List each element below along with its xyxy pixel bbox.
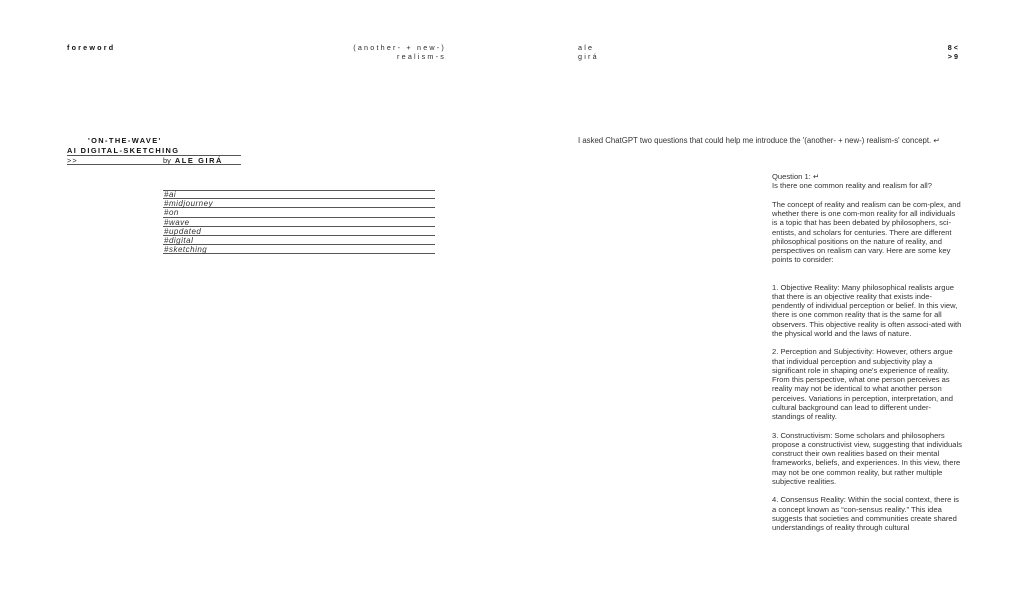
byline-prefix: by (163, 155, 171, 165)
hashtag-item: #on (163, 208, 435, 217)
hashtag-item: #sketching (163, 245, 435, 254)
divider (67, 164, 241, 165)
book-title-line2: realism-s (397, 52, 446, 61)
block-subtitle: AI DIGITAL-SKETCHING (67, 146, 180, 155)
author-line1: ale (578, 43, 595, 52)
hashtag-item: #digital (163, 236, 435, 245)
author-name (578, 43, 599, 61)
question-label: Question 1: ↵ (772, 172, 820, 181)
answer-point: 2. Perception and Subjectivity: However, others argue that individual perception and subjectivity play a significant role in shaping one's experience of reality. From this perspective, what one person perceives as reality may not be identical to what another person perceives. Variations in perception, interpretation, and cultural background can lead to different under-standings of reality. (772, 347, 953, 422)
page-number-left: 8 < (947, 43, 958, 52)
byline-name: ALE GIRÁ (174, 155, 223, 165)
arrow-marker: >> (67, 155, 78, 165)
block-title: 'ON-THE-WAVE' (88, 136, 162, 145)
author-line2: girá (578, 52, 599, 61)
hashtag-item: #midjourney (163, 199, 435, 208)
hashtag-item: #ai (163, 190, 435, 199)
hashtag-item: #wave (163, 218, 435, 227)
question-column (772, 172, 962, 542)
book-title-line1: (another- + new-) (353, 43, 446, 52)
book-title (300, 43, 446, 61)
page-number-right: > 9 (947, 52, 958, 61)
hashtag-list (163, 190, 435, 254)
hashtag-item: #updated (163, 227, 435, 236)
question-text: Is there one common reality and realism for all? (772, 181, 932, 191)
page-numbers (900, 43, 958, 61)
answer-point: 4. Consensus Reality: Within the social context, there is a concept known as “con-sensus reality.” This idea suggests that societies and communities create shared understandings of reality through cultural (772, 495, 959, 533)
intro-paragraph: I asked ChatGPT two questions that could help me introduce the '(another- + new-) realism-s' concept. ↵ (578, 136, 940, 145)
answer-point: 1. Objective Reality: Many philosophical realists argue that there is an objective reality that exists inde-pendently of individual perception or belief. In this view, there is one common reality that is the same for all observers. This objective reality is often associ-ated with the physical world and the laws of nature. (772, 282, 962, 338)
answer-point: 3. Constructivism: Some scholars and philosophers propose a constructivist view, suggesting that individuals construct their own realities based on their mental frameworks, beliefs, and experiences. In this view, there may not be one common reality, but rather multiple subjective realities. (772, 430, 962, 486)
answer-intro: The concept of reality and realism can be com-plex, and whether there is one com-mon reality for all individuals is a topic that has been debated by philosophers, sci-entists, and scholars for centuries. There are different philosophical positions on the nature of reality, and perspectives on realism can vary. Here are some key points to consider: (772, 199, 961, 265)
section-label: foreword (67, 43, 116, 52)
